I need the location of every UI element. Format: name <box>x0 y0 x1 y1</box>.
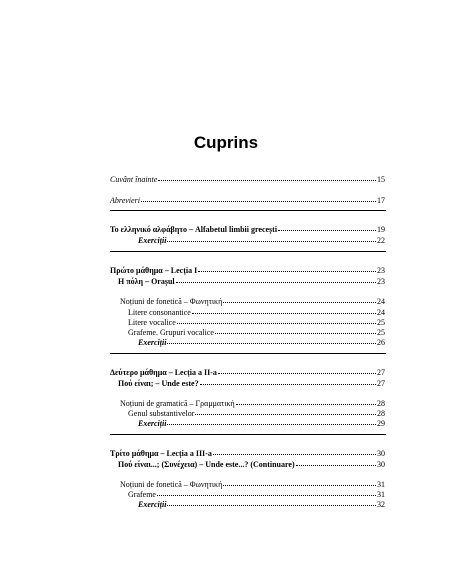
toc-page-number: 15 <box>377 175 385 184</box>
toc-entry[interactable] <box>128 318 385 328</box>
toc-dot-leader <box>158 180 376 181</box>
toc-dot-leader <box>278 230 376 231</box>
toc-page-number: 28 <box>377 409 385 418</box>
toc-page-number: 32 <box>377 500 385 509</box>
toc-entry[interactable] <box>128 308 385 318</box>
toc-page-number: 24 <box>377 297 385 306</box>
toc-dot-leader <box>198 271 376 272</box>
toc-entry-title: Cuvânt înainte <box>110 175 158 184</box>
toc-entry[interactable] <box>138 419 385 429</box>
toc-page-number: 31 <box>377 490 385 499</box>
toc-dot-leader <box>236 404 376 405</box>
toc-entry[interactable] <box>110 196 385 206</box>
toc-entry-title: Genul substantivelor <box>128 409 195 418</box>
toc-page-number: 23 <box>377 266 385 275</box>
toc-page-number: 31 <box>377 480 385 489</box>
toc-page-number: 25 <box>377 318 385 327</box>
toc-page-number: 19 <box>377 225 385 234</box>
toc-entry[interactable] <box>128 409 385 419</box>
toc-dot-leader <box>192 313 376 314</box>
toc-entry-title: Noțiuni de gramatică – Γραμματική <box>120 399 235 408</box>
toc-page-number: 23 <box>377 277 385 286</box>
toc-dot-leader <box>200 384 376 385</box>
toc-page-number: 30 <box>377 449 385 458</box>
toc-entry-title: Exerciții <box>138 338 167 347</box>
toc-dot-leader <box>176 282 376 283</box>
toc-dot-leader <box>215 333 376 334</box>
toc-entry-title: Exerciții <box>138 236 167 245</box>
toc-dot-leader <box>167 343 376 344</box>
toc-entry[interactable] <box>118 460 385 470</box>
toc-entry[interactable] <box>138 500 385 510</box>
toc-page-number: 24 <box>377 308 385 317</box>
toc-dot-leader <box>195 414 376 415</box>
section-divider <box>110 434 386 435</box>
toc-entry[interactable] <box>110 368 385 378</box>
toc-page-number: 25 <box>377 328 385 337</box>
toc-dot-leader <box>223 485 376 486</box>
toc-entry[interactable] <box>110 175 385 185</box>
toc-entry-title: Πού είναι...; (Συνέχεια) – Unde este...? (Continuare) <box>118 460 295 469</box>
toc-dot-leader <box>167 424 376 425</box>
page-title: Cuprins <box>193 133 259 152</box>
toc-page-number: 26 <box>377 338 385 347</box>
toc-entry-title: Exerciții <box>138 500 167 509</box>
section-divider <box>110 353 386 354</box>
toc-entry[interactable] <box>110 266 385 276</box>
toc-dot-leader <box>167 505 376 506</box>
toc-entry[interactable] <box>128 490 385 500</box>
toc-entry[interactable] <box>120 480 385 490</box>
toc-dot-leader <box>296 465 376 466</box>
section-divider <box>110 251 386 252</box>
toc-page-number: 17 <box>377 196 385 205</box>
toc-entry[interactable] <box>110 225 385 235</box>
toc-dot-leader <box>213 454 376 455</box>
toc-entry-title: Πού είναι; – Unde este? <box>118 379 199 388</box>
toc-entry-title: Abrevieri <box>110 196 140 205</box>
toc-dot-leader <box>177 323 376 324</box>
toc-page-number: 30 <box>377 460 385 469</box>
toc-entry[interactable] <box>138 236 385 246</box>
toc-entry-title: Exerciții <box>138 419 167 428</box>
toc-entry-title: Τρίτο μάθημα – Lecția a III-a <box>110 449 212 458</box>
section-divider <box>110 210 386 211</box>
toc-entry-title: Noțiuni de fonetică – Φωνητική <box>120 480 223 489</box>
toc-entry-title: Grafeme <box>128 490 156 499</box>
toc-entry-title: Litere vocalice <box>128 318 176 327</box>
toc-entry-title: Grafeme. Grupuri vocalice <box>128 328 214 337</box>
toc-page-number: 22 <box>377 236 385 245</box>
toc-entry-title: Noțiuni de fonetică – Φωνητική <box>120 297 223 306</box>
toc-entry[interactable] <box>128 328 385 338</box>
toc-entry-title: Πρώτο μάθημα – Lecția I <box>110 266 198 275</box>
toc-entry[interactable] <box>110 449 385 459</box>
toc-entry-title: Litere consonantice <box>128 308 191 317</box>
toc-entry[interactable] <box>120 297 385 307</box>
toc-entry-title: Το ελληνικό αλφάβητο – Alfabetul limbii grecești <box>110 225 278 234</box>
toc-entry[interactable] <box>118 379 385 389</box>
toc-entry-title: Η πόλη – Orașul <box>118 277 175 286</box>
toc-page-number: 29 <box>377 419 385 428</box>
toc-entry[interactable] <box>118 277 385 287</box>
toc-entry[interactable] <box>120 399 385 409</box>
toc-entry[interactable] <box>138 338 385 348</box>
toc-page-number: 27 <box>377 368 385 377</box>
toc-dot-leader <box>223 302 376 303</box>
toc-dot-leader <box>218 373 376 374</box>
toc-page-number: 28 <box>377 399 385 408</box>
toc-dot-leader <box>141 201 376 202</box>
toc-dot-leader <box>167 241 376 242</box>
toc-dot-leader <box>157 495 376 496</box>
toc-entry-title: Δεύτερο μάθημα – Lecția a II-a <box>110 368 217 377</box>
toc-page-number: 27 <box>377 379 385 388</box>
